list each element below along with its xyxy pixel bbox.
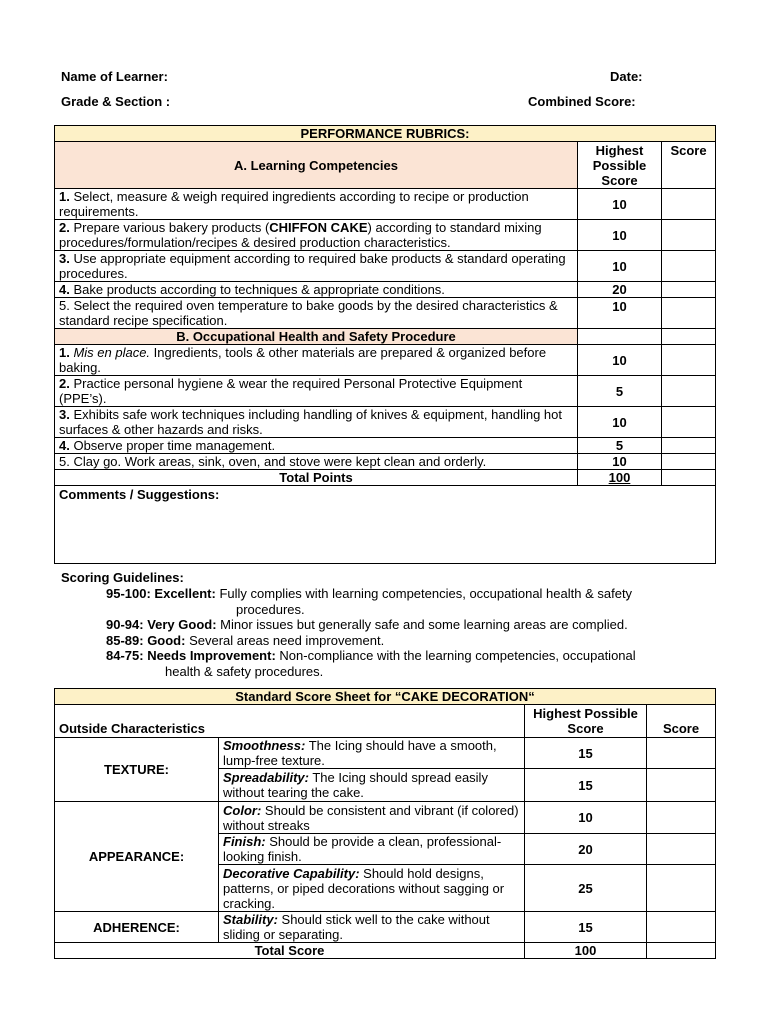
criterion-text: Color: Should be consistent and vibrant (if colored) without streaks: [219, 802, 525, 834]
guideline-item-cont: procedures.: [236, 601, 305, 617]
rubrics-title: PERFORMANCE RUBRICS:: [55, 126, 716, 142]
cake-table-title: Standard Score Sheet for “CAKE DECORATION“: [55, 689, 716, 705]
score-cell[interactable]: [662, 220, 716, 251]
total-score-cell[interactable]: [662, 470, 716, 486]
guideline-item: 90-94: Very Good: Minor issues but generally safe and some learning areas are complied.: [106, 617, 628, 632]
score-cell[interactable]: [647, 865, 716, 912]
highest-score-value: 15: [525, 769, 647, 802]
score-cell[interactable]: [647, 802, 716, 834]
highest-score-value: 10: [578, 189, 662, 220]
highest-score-value: 10: [578, 345, 662, 376]
table-row: [55, 454, 716, 470]
comments-box[interactable]: Comments / Suggestions:: [55, 486, 716, 564]
highest-score-value: 5: [578, 376, 662, 407]
score-cell[interactable]: [662, 189, 716, 220]
criterion-text: Finish: Should be provide a clean, professional-looking finish.: [219, 834, 525, 865]
adherence-label: ADHERENCE:: [55, 912, 219, 943]
highest-score-value: 20: [578, 282, 662, 298]
score-cell[interactable]: [647, 769, 716, 802]
appearance-label: APPEARANCE:: [55, 802, 219, 912]
score-cell[interactable]: [662, 407, 716, 438]
guideline-item-cont: health & safety procedures.: [165, 663, 324, 679]
competency-text: 3. Exhibits safe work techniques including handling of knives & equipment, handling hot surfaces & other hazards and risks.: [55, 407, 578, 438]
guideline-item: 85-89: Good: Several areas need improvement.: [106, 632, 385, 648]
table-row: [55, 282, 716, 298]
highest-score-header: Highest Possible Score: [578, 142, 662, 189]
table-row: [55, 189, 716, 220]
total-score-cell[interactable]: [647, 943, 716, 959]
score-header: Score: [647, 705, 716, 738]
cake-decoration-table: [54, 688, 716, 959]
table-row: [55, 407, 716, 438]
score-cell[interactable]: [647, 738, 716, 769]
score-cell[interactable]: [662, 376, 716, 407]
highest-score-value: 15: [525, 912, 647, 943]
total-score-label: Total Score: [55, 943, 525, 959]
criterion-text: Smoothness: The Icing should have a smooth, lump-free texture.: [219, 738, 525, 769]
table-row: [55, 345, 716, 376]
total-score-value: 100: [525, 943, 647, 959]
table-row: [55, 220, 716, 251]
highest-score-value: 5: [578, 438, 662, 454]
date-label: Date:: [610, 69, 643, 84]
grade-section-label: Grade & Section :: [61, 94, 171, 109]
score-cell[interactable]: [662, 438, 716, 454]
competency-text: 3. Use appropriate equipment according to required bake products & standard operating procedures.: [55, 251, 578, 282]
highest-score-value: 10: [578, 220, 662, 251]
score-cell[interactable]: [662, 298, 716, 329]
competency-text: 5. Clay go. Work areas, sink, oven, and stove were kept clean and orderly.: [55, 454, 578, 470]
competency-text: 4. Observe proper time management.: [55, 438, 578, 454]
section-b-heading: B. Occupational Health and Safety Procedure: [55, 329, 578, 345]
score-header: Score: [662, 142, 716, 189]
performance-rubrics-table: [54, 125, 716, 564]
highest-score-value: 10: [578, 298, 662, 329]
table-row: [55, 438, 716, 454]
competency-text: 2. Practice personal hygiene & wear the required Personal Protective Equipment (PPE’s).: [55, 376, 578, 407]
highest-score-value: 10: [578, 407, 662, 438]
competency-text: 2. Prepare various bakery products (CHIFFON CAKE) according to standard mixing procedures/formulation/recipes & desired production characteristics.: [55, 220, 578, 251]
competency-text: 4. Bake products according to techniques & appropriate conditions.: [55, 282, 578, 298]
score-cell[interactable]: [662, 345, 716, 376]
score-cell[interactable]: [662, 282, 716, 298]
highest-score-value: 25: [525, 865, 647, 912]
score-cell[interactable]: [647, 834, 716, 865]
table-row: [55, 298, 716, 329]
section-a-heading: A. Learning Competencies: [55, 142, 578, 189]
guideline-item: 84-75: Needs Improvement: Non-compliance with the learning competencies, occupational: [106, 648, 636, 663]
name-of-learner-label: Name of Learner:: [61, 69, 168, 84]
criterion-text: Stability: Should stick well to the cake without sliding or separating.: [219, 912, 525, 943]
highest-score-value: 15: [525, 738, 647, 769]
score-cell[interactable]: [647, 912, 716, 943]
competency-text: 1. Mis en place. Ingredients, tools & other materials are prepared & organized before baking.: [55, 345, 578, 376]
score-cell[interactable]: [662, 251, 716, 282]
table-row: [55, 251, 716, 282]
total-points-value: 100: [578, 470, 662, 486]
highest-score-value: 10: [578, 251, 662, 282]
competency-text: 1. Select, measure & weigh required ingredients according to recipe or production requirements.: [55, 189, 578, 220]
texture-label: TEXTURE:: [55, 738, 219, 802]
criterion-text: Decorative Capability: Should hold designs, patterns, or piped decorations without sagging or cracking.: [219, 865, 525, 912]
table-row: [55, 738, 716, 769]
outside-characteristics-header: Outside Characteristics: [55, 705, 525, 738]
criterion-text: Spreadability: The Icing should spread easily without tearing the cake.: [219, 769, 525, 802]
guideline-item: 95-100: Excellent: Fully complies with learning competencies, occupational health & safety: [106, 586, 633, 601]
score-cell[interactable]: [662, 454, 716, 470]
highest-score-header: Highest Possible Score: [525, 705, 647, 738]
table-row: [55, 376, 716, 407]
highest-score-value: 10: [525, 802, 647, 834]
total-points-label: Total Points: [55, 470, 578, 486]
combined-score-label: Combined Score:: [528, 94, 636, 109]
table-row: [55, 912, 716, 943]
highest-score-value: 20: [525, 834, 647, 865]
competency-text: 5. Select the required oven temperature to bake goods by the desired characteristics & standard recipe specification.: [55, 298, 578, 329]
scoring-guidelines-title: Scoring Guidelines:: [61, 570, 184, 585]
highest-score-value: 10: [578, 454, 662, 470]
table-row: [55, 802, 716, 834]
